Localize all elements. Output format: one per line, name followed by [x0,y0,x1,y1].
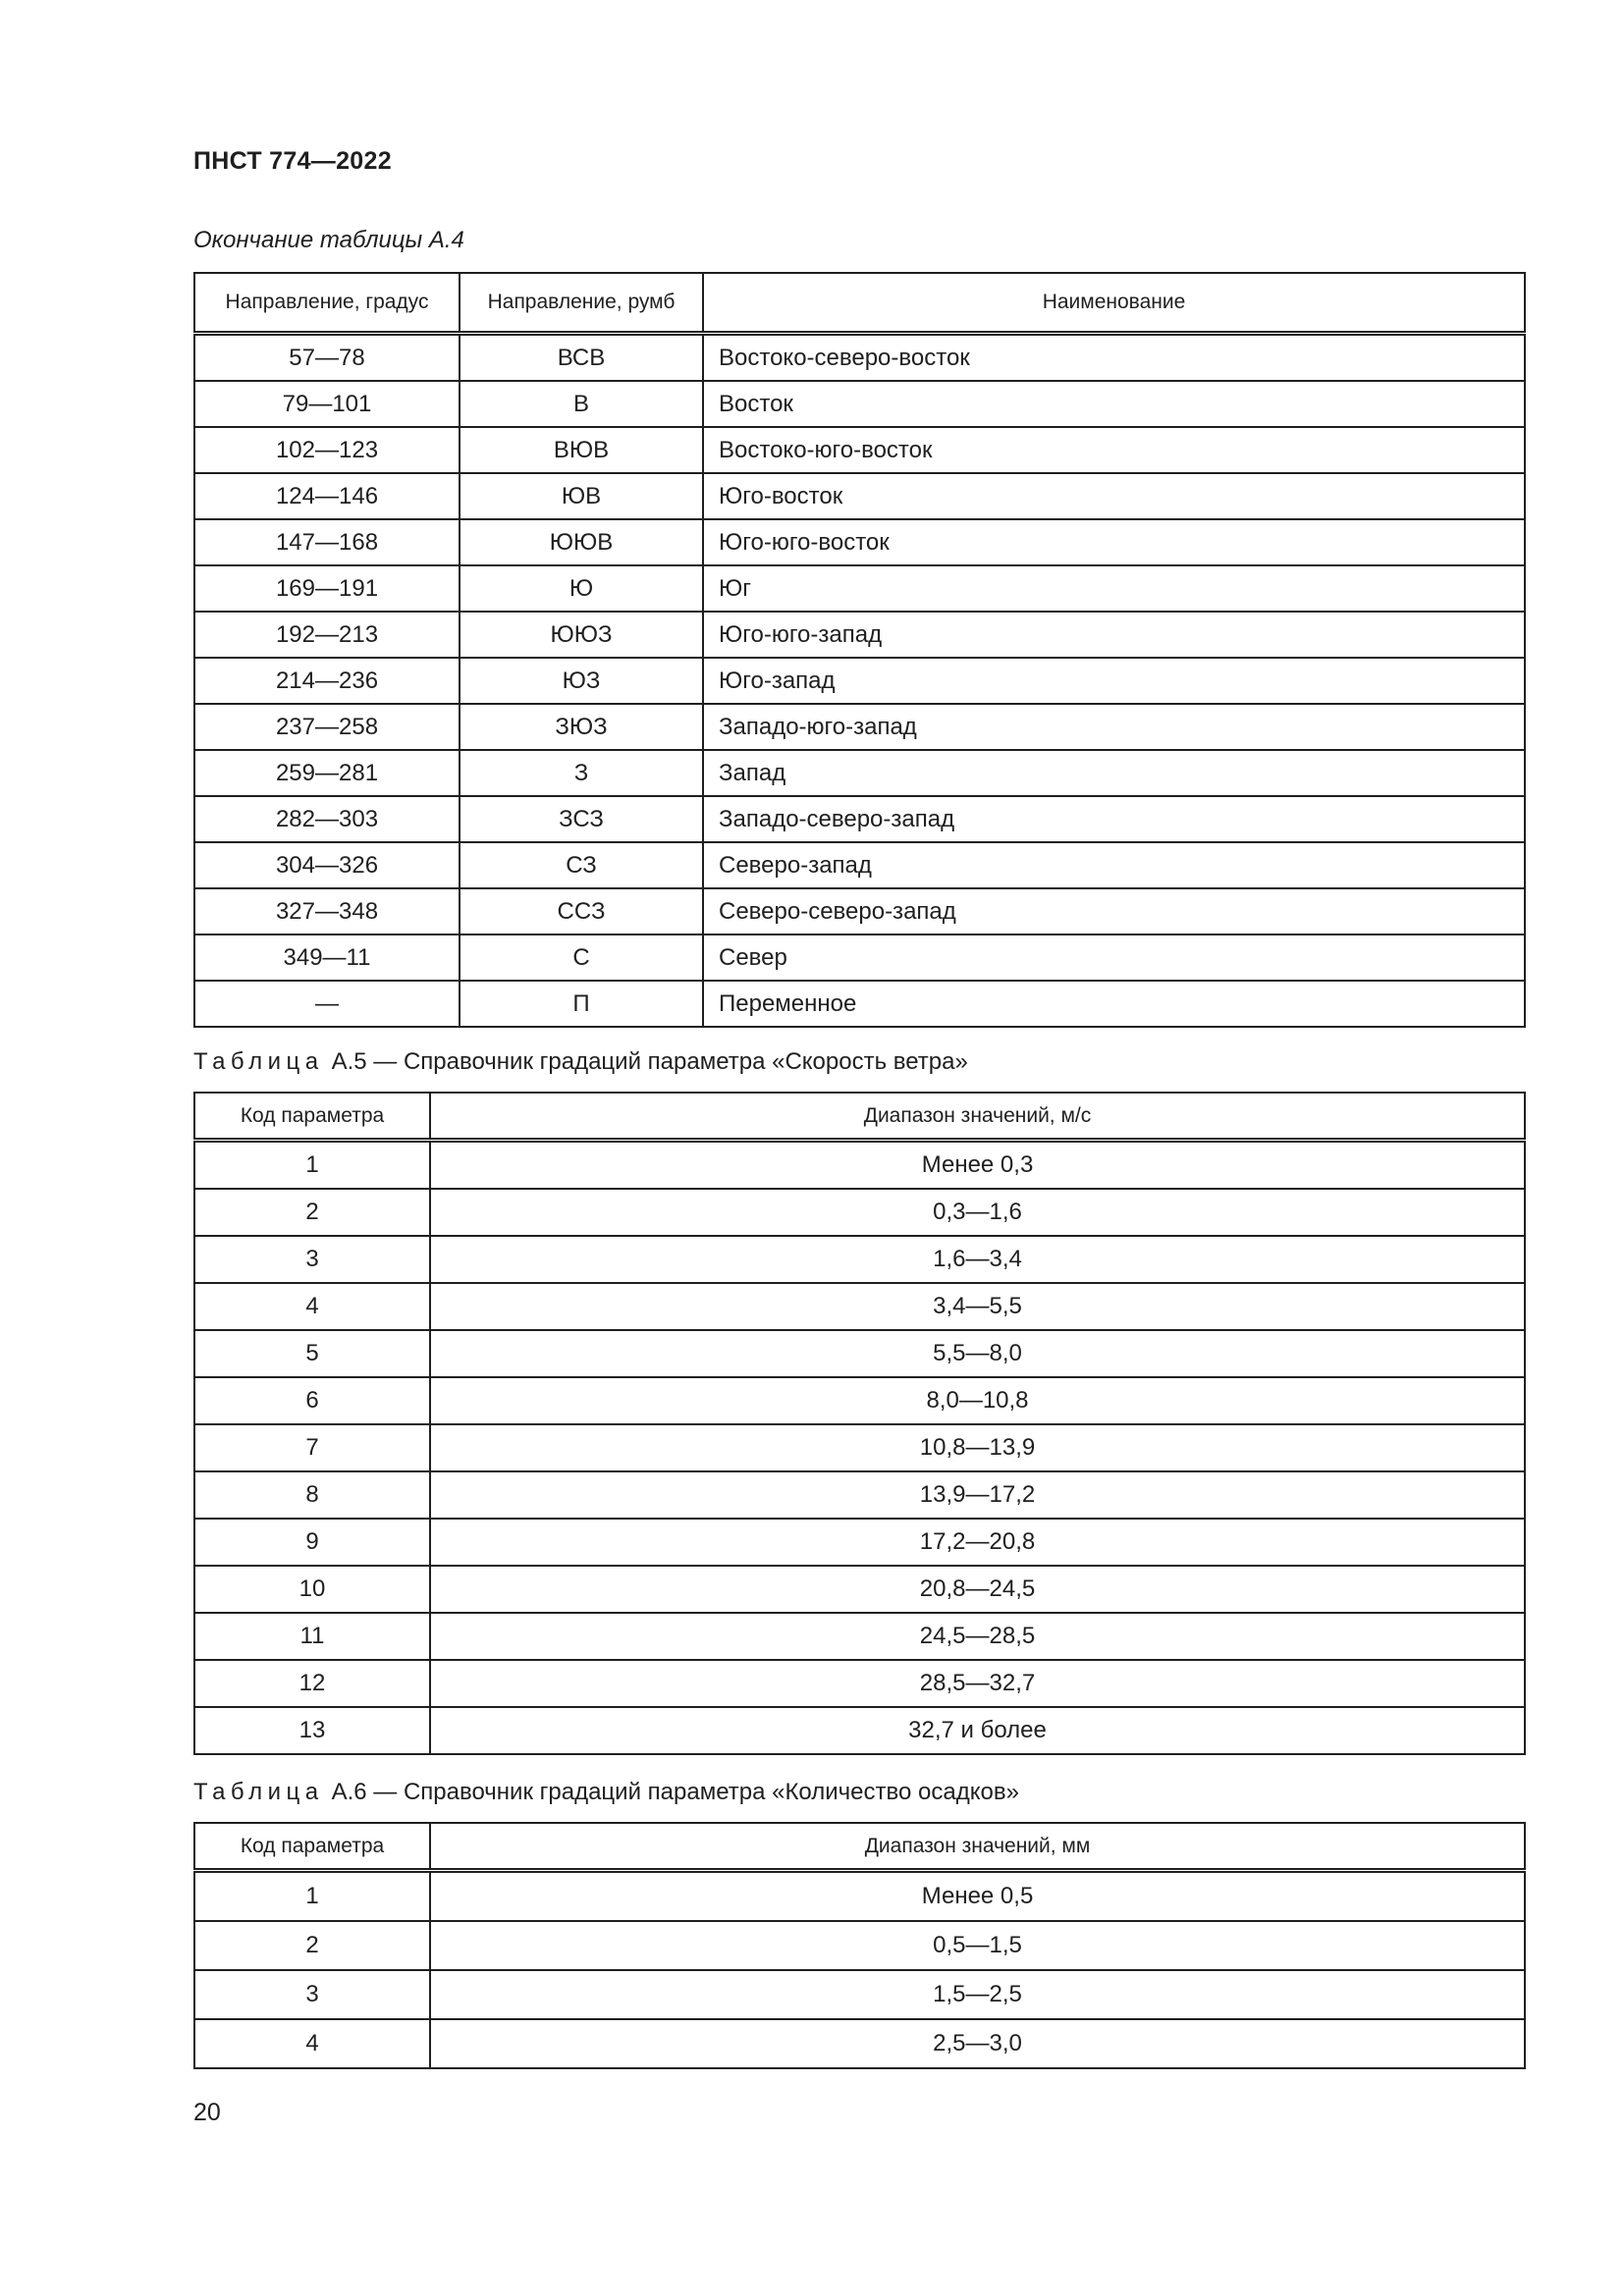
cell-parameter-code: 4 [194,1283,430,1330]
cell-parameter-code: 13 [194,1707,430,1754]
cell-degree-range: — [194,981,460,1027]
cell-rhumb: ЮЮЗ [460,612,703,658]
cell-degree-range: 192—213 [194,612,460,658]
cell-rhumb: С [460,934,703,981]
cell-parameter-code: 3 [194,1236,430,1283]
column-header-direction-degree: Направление, градус [194,273,460,334]
cell-direction-name: Западо-юго-запад [703,704,1525,750]
cell-parameter-code: 3 [194,1970,430,2019]
cell-degree-range: 57—78 [194,334,460,382]
table-a5-title [193,1048,968,1076]
cell-degree-range: 124—146 [194,473,460,519]
cell-degree-range: 102—123 [194,427,460,473]
table-header-row [194,273,1525,334]
cell-direction-name: Восток [703,381,1525,427]
table-header-row [194,1093,1525,1141]
table-row [194,1283,1525,1330]
cell-value-range: Менее 0,3 [430,1141,1525,1190]
cell-rhumb: З [460,750,703,796]
cell-value-range: 0,5—1,5 [430,1921,1525,1970]
cell-parameter-code: 12 [194,1660,430,1707]
cell-direction-name: Западо-северо-запад [703,796,1525,842]
cell-value-range: Менее 0,5 [430,1871,1525,1922]
table-row [194,888,1525,934]
cell-rhumb: ВСВ [460,334,703,382]
table-row [194,1236,1525,1283]
table-row [194,1519,1525,1566]
cell-parameter-code: 7 [194,1424,430,1471]
table-row [194,750,1525,796]
table-row [194,1613,1525,1660]
table-row [194,1921,1525,1970]
cell-value-range: 3,4—5,5 [430,1283,1525,1330]
cell-direction-name: Юго-юго-запад [703,612,1525,658]
table-row [194,1377,1525,1424]
column-header-direction-rhumb: Направление, румб [460,273,703,334]
cell-parameter-code: 1 [194,1141,430,1190]
cell-degree-range: 282—303 [194,796,460,842]
cell-parameter-code: 8 [194,1471,430,1519]
table-row [194,1189,1525,1236]
cell-value-range: 20,8—24,5 [430,1566,1525,1613]
cell-direction-name: Юго-юго-восток [703,519,1525,565]
table-a4 [193,272,1526,1028]
table-a6 [193,1822,1526,2069]
cell-rhumb: СЗ [460,842,703,888]
cell-direction-name: Северо-запад [703,842,1525,888]
table-row [194,981,1525,1027]
cell-parameter-code: 2 [194,1189,430,1236]
table-row [194,612,1525,658]
table-row [194,1660,1525,1707]
cell-value-range: 24,5—28,5 [430,1613,1525,1660]
cell-direction-name: Юго-восток [703,473,1525,519]
table-row [194,1330,1525,1377]
cell-parameter-code: 9 [194,1519,430,1566]
cell-value-range: 5,5—8,0 [430,1330,1525,1377]
page-number: 20 [193,2099,221,2126]
cell-degree-range: 327—348 [194,888,460,934]
cell-value-range: 13,9—17,2 [430,1471,1525,1519]
cell-direction-name: Север [703,934,1525,981]
cell-direction-name: Запад [703,750,1525,796]
cell-direction-name: Востоко-северо-восток [703,334,1525,382]
cell-value-range: 2,5—3,0 [430,2019,1525,2068]
table-label: Таблица [193,1048,324,1075]
cell-rhumb: ЮЗ [460,658,703,704]
table-row [194,1471,1525,1519]
table-row [194,334,1525,382]
cell-value-range: 17,2—20,8 [430,1519,1525,1566]
table-header-row [194,1823,1525,1871]
column-header-value-range: Диапазон значений, м/с [430,1093,1525,1141]
table-row [194,796,1525,842]
table-row [194,704,1525,750]
cell-degree-range: 304—326 [194,842,460,888]
table-a4-continuation-caption: Окончание таблицы А.4 [193,227,464,253]
column-header-parameter-code: Код параметра [194,1093,430,1141]
table-a5 [193,1092,1526,1755]
cell-rhumb: ВЮВ [460,427,703,473]
cell-degree-range: 147—168 [194,519,460,565]
cell-rhumb: Ю [460,565,703,612]
table-a5-title-text: А.5 — Справочник градаций параметра «Скорость ветра» [331,1048,968,1075]
cell-direction-name: Переменное [703,981,1525,1027]
cell-parameter-code: 6 [194,1377,430,1424]
table-row [194,1871,1525,1922]
table-row [194,519,1525,565]
cell-parameter-code: 5 [194,1330,430,1377]
cell-rhumb: ССЗ [460,888,703,934]
table-row [194,934,1525,981]
table-row [194,2019,1525,2068]
cell-parameter-code: 1 [194,1871,430,1922]
cell-value-range: 10,8—13,9 [430,1424,1525,1471]
table-row [194,842,1525,888]
table-row [194,1566,1525,1613]
cell-value-range: 1,6—3,4 [430,1236,1525,1283]
column-header-value-range: Диапазон значений, мм [430,1823,1525,1871]
cell-rhumb: ЮЮВ [460,519,703,565]
cell-value-range: 1,5—2,5 [430,1970,1525,2019]
table-row [194,381,1525,427]
cell-direction-name: Юго-запад [703,658,1525,704]
table-a6-title [193,1779,1019,1806]
cell-rhumb: ЗСЗ [460,796,703,842]
cell-direction-name: Востоко-юго-восток [703,427,1525,473]
cell-value-range: 0,3—1,6 [430,1189,1525,1236]
cell-degree-range: 214—236 [194,658,460,704]
cell-rhumb: ЗЮЗ [460,704,703,750]
cell-direction-name: Юг [703,565,1525,612]
cell-parameter-code: 4 [194,2019,430,2068]
table-row [194,1424,1525,1471]
table-row [194,1707,1525,1754]
cell-rhumb: П [460,981,703,1027]
cell-rhumb: В [460,381,703,427]
cell-degree-range: 349—11 [194,934,460,981]
table-a6-title-text: А.6 — Справочник градаций параметра «Количество осадков» [331,1779,1019,1805]
table-row [194,473,1525,519]
cell-value-range: 8,0—10,8 [430,1377,1525,1424]
column-header-name: Наименование [703,273,1525,334]
cell-parameter-code: 11 [194,1613,430,1660]
cell-value-range: 28,5—32,7 [430,1660,1525,1707]
cell-parameter-code: 2 [194,1921,430,1970]
cell-degree-range: 237—258 [194,704,460,750]
cell-degree-range: 79—101 [194,381,460,427]
column-header-parameter-code: Код параметра [194,1823,430,1871]
cell-value-range: 32,7 и более [430,1707,1525,1754]
table-row [194,1970,1525,2019]
table-row [194,1141,1525,1190]
cell-parameter-code: 10 [194,1566,430,1613]
document-code: ПНСТ 774—2022 [193,147,392,175]
table-row [194,565,1525,612]
table-row [194,427,1525,473]
cell-degree-range: 169—191 [194,565,460,612]
table-row [194,658,1525,704]
cell-degree-range: 259—281 [194,750,460,796]
cell-direction-name: Северо-северо-запад [703,888,1525,934]
cell-rhumb: ЮВ [460,473,703,519]
table-label: Таблица [193,1779,324,1805]
